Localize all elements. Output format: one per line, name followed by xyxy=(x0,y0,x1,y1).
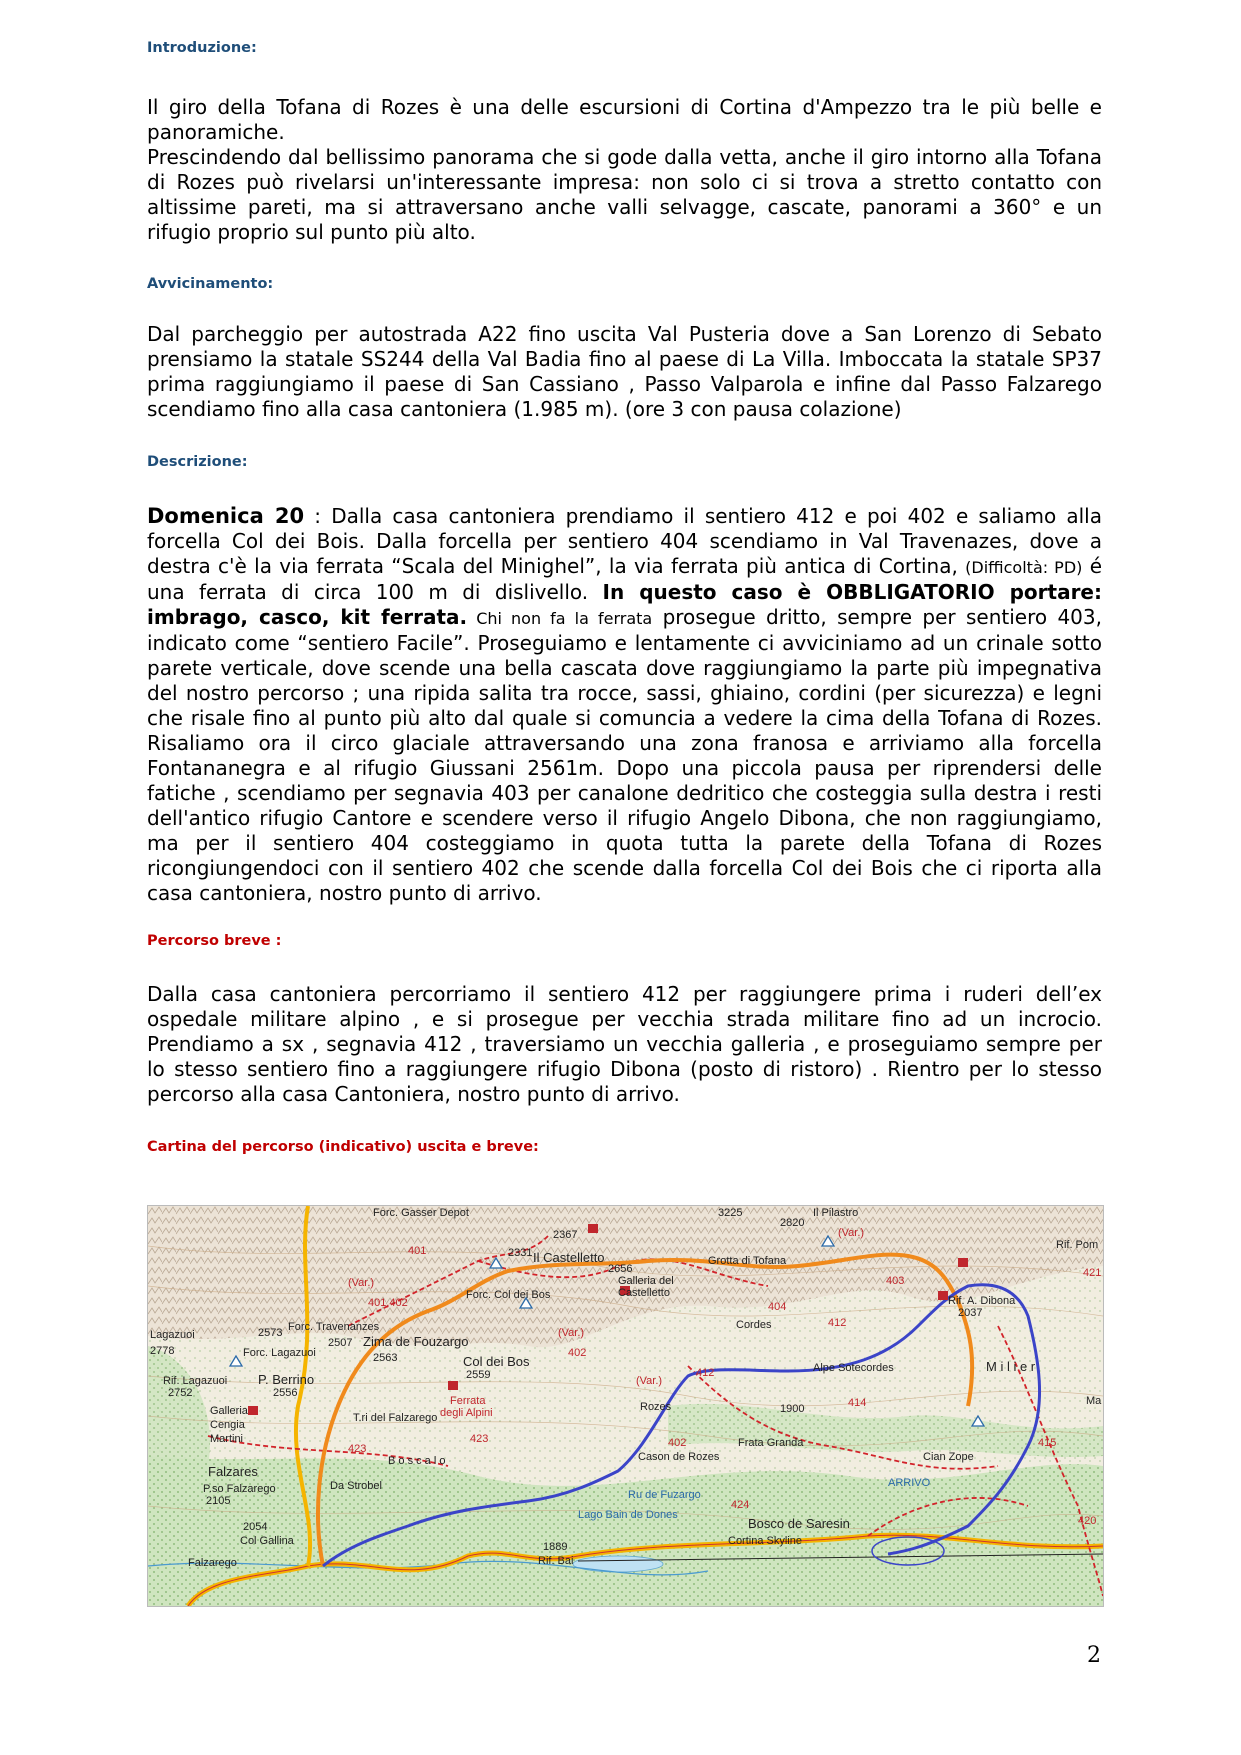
label-2507: 2507 xyxy=(328,1337,353,1349)
label-var-2: (Var.) xyxy=(348,1277,375,1289)
avvicinamento-text xyxy=(147,322,1102,422)
label-424: 424 xyxy=(731,1499,750,1511)
label-forc-lagazuoi: Forc. Lagazuoi xyxy=(243,1347,316,1359)
label-2563: 2563 xyxy=(373,1352,398,1364)
descrizione-part-4: prosegue dritto, sempre per sentiero 403, indicato come “sentiero Facile”. Proseguiamo e lentamente ci avviciniamo ad un crinale sotto parete verticale, dove scende una bella cascata dove raggiungiamo la parte più impegnativa del nostro percorso ; una ripida salita tra rocce, sassi, ghiaino, cordini (per sicurezza) e legni che risale fino al punto più alto dal quale si comuncia a vedere la cima della Tofana di Rozes. Risaliamo ora il circo glaciale attraversando una zona franosa e arriviamo alla forcella Fontananegra e al rifugio Giussani 2561m. Dopo una piccola pausa per riprendersi delle fatiche , scendiamo per segnavia 403 per canalone dedritico che costeggia sulla destra i resti dell'antico rifugio Cantore e scendere verso il rifugio Angelo Dibona, che non raggiungiamo, ma per il sentiero 404 costeggiamo in quota tutta la parete della Tofana di Rozes ricongiungendoci con il sentiero 402 che scende dalla forcella Col dei Bois che ci riporta alla casa cantoniera, nostro punto di arrivo. xyxy=(147,605,1102,905)
label-423-b: 423 xyxy=(470,1433,489,1445)
lake xyxy=(573,1556,663,1572)
descrizione-text xyxy=(147,504,1102,906)
label-arrivo: ARRIVO xyxy=(888,1477,931,1489)
label-castelletto-2: Castelletto xyxy=(618,1287,670,1299)
label-2656: 2656 xyxy=(608,1263,633,1275)
route-map-svg xyxy=(148,1206,1103,1606)
label-3225: 3225 xyxy=(718,1207,743,1219)
route-map xyxy=(147,1205,1104,1607)
label-tri-falzarego: T.ri del Falzarego xyxy=(353,1412,438,1424)
label-2054: 2054 xyxy=(243,1521,268,1533)
label-rif-dibona: Rif. A. Dibona xyxy=(948,1295,1016,1307)
label-miliere: M i l i e r xyxy=(986,1359,1036,1374)
page-number: 2 xyxy=(1087,1643,1101,1668)
label-grotta: Grotta di Tofana xyxy=(708,1255,787,1267)
label-404: 404 xyxy=(768,1301,787,1313)
heading-avvicinamento: Avvicinamento: xyxy=(147,276,274,292)
label-boscalo: B o s c a l o xyxy=(388,1455,446,1467)
label-falzares: Falzares xyxy=(208,1464,258,1479)
label-martini: Martini xyxy=(210,1433,244,1445)
label-2820: 2820 xyxy=(780,1217,805,1229)
label-col-bos: Col dei Bos xyxy=(463,1354,530,1369)
descrizione-part-2: é una ferrata di circa 100 m di dislivello. xyxy=(147,554,1102,604)
label-1900: 1900 xyxy=(780,1403,805,1415)
label-da-strobel: Da Strobel xyxy=(330,1480,382,1492)
percorso-breve-paragraph: Dalla casa cantoniera percorriamo il sentiero 412 per raggiungere prima i ruderi dell’ex ospedale militare alpino , e si prosegue per vecchia strada militare fino ad un incrocio. Prendiamo a sx , segnavia 412 , traversiamo un vecchia galleria , e proseguiamo sempre per lo stesso sentiero fino a raggiungere rifugio Dibona (posto di ristoro) . Rientro per lo stesso percorso alla casa Cantoniera, nostro punto di arrivo. xyxy=(147,982,1102,1106)
label-cordes: Cordes xyxy=(736,1319,772,1331)
descrizione-part-3: Chi non fa la ferrata xyxy=(467,609,653,628)
label-degli-alpini: degli Alpini xyxy=(440,1407,493,1419)
label-galleria: Galleria xyxy=(210,1405,248,1417)
label-cian-zope: Cian Zope xyxy=(923,1451,974,1463)
label-ferrata: Ferrata xyxy=(450,1395,486,1407)
label-bosco-saresin: Bosco de Saresin xyxy=(748,1516,850,1531)
label-2367: 2367 xyxy=(553,1229,578,1241)
label-1889: 1889 xyxy=(543,1541,568,1553)
label-2556: 2556 xyxy=(273,1387,298,1399)
heading-cartina: Cartina del percorso (indicativo) uscita e breve: xyxy=(147,1139,539,1155)
label-2778: 2778 xyxy=(150,1345,175,1357)
label-forc-col-bos: Forc. Col dei Bos xyxy=(466,1289,551,1301)
label-zima: Zima de Fouzargo xyxy=(363,1334,469,1349)
label-berrino: P. Berrino xyxy=(258,1372,315,1387)
label-rozes: Rozes xyxy=(640,1401,672,1413)
label-castelletto: Il Castelletto xyxy=(533,1250,605,1265)
label-423-a: 423 xyxy=(348,1443,367,1455)
label-2105: 2105 xyxy=(206,1495,231,1507)
label-rif-bai: Rif. Bai xyxy=(538,1555,574,1567)
label-402-a: 402 xyxy=(568,1347,587,1359)
percorso-breve-text xyxy=(147,982,1102,1107)
introduzione-paragraph-1: Il giro della Tofana di Rozes è una delle escursioni di Cortina d'Ampezzo tra le più belle e panoramiche. xyxy=(147,95,1102,144)
label-lagazuoi: Lagazuoi xyxy=(150,1329,195,1341)
label-lago: Lago Bain de Dones xyxy=(578,1509,678,1521)
descrizione-part-1: : Dalla casa cantoniera prendiamo il sentiero 412 e poi 402 e saliamo alla forcella Col dei Bois. Dalla forcella per sentiero 404 scendiamo in Val Travenazes, dove a destra c'è la via ferrata “Scala del Minighel”, la via ferrata più antica di Cortina, xyxy=(147,504,1102,578)
introduzione-text xyxy=(147,95,1102,245)
avvicinamento-paragraph: Dal parcheggio per autostrada A22 fino uscita Val Pusteria dove a San Lorenzo di Sebato prensiamo la statale SS244 della Val Badia fino al paese di La Villa. Imboccata la statale SP37 prima raggiungiamo il paese di San Cassiano , Passo Valparola e infine dal Passo Falzarego scendiamo fino alla casa cantoniera (1.985 m). (ore 3 con pausa colazione) xyxy=(147,322,1102,421)
label-forc-travenanzes: Forc. Travenanzes xyxy=(288,1321,380,1333)
label-401: 401 xyxy=(408,1245,427,1257)
label-frata-granda: Frata Granda xyxy=(738,1437,804,1449)
heading-percorso-breve: Percorso breve : xyxy=(147,933,282,949)
label-falzarego: Falzarego xyxy=(188,1557,237,1569)
label-401-402: 401,402 xyxy=(368,1297,408,1309)
heading-introduzione: Introduzione: xyxy=(147,40,257,56)
label-cason-rozes: Cason de Rozes xyxy=(638,1451,720,1463)
label-2752: 2752 xyxy=(168,1387,193,1399)
label-cengia: Cengia xyxy=(210,1419,245,1431)
label-col-gallina: Col Gallina xyxy=(240,1535,294,1547)
label-421: 421 xyxy=(1083,1267,1102,1279)
introduzione-paragraph-2: Prescindendo dal bellissimo panorama che si gode dalla vetta, anche il giro intorno alla Tofana di Rozes può rivelarsi un'interessante impresa: non solo ci si trova a stretto contatto con altissime pareti, ma si attraversano anche valli selvagge, cascate, panorami a 360° e un rifugio proprio sul punto più alto. xyxy=(147,145,1102,244)
label-2331: 2331 xyxy=(508,1247,533,1259)
label-2559: 2559 xyxy=(466,1369,491,1381)
label-galleria-del: Galleria del xyxy=(618,1275,674,1287)
label-rif-lagazuoi: Rif. Lagazuoi xyxy=(163,1375,228,1387)
difficolta-note: (Difficoltà: PD) xyxy=(965,558,1083,577)
heading-descrizione: Descrizione: xyxy=(147,454,248,470)
label-cortina-skyline: Cortina Skyline xyxy=(728,1535,802,1547)
label-403: 403 xyxy=(886,1275,905,1287)
label-ru-fuzargo: Ru de Fuzargo xyxy=(628,1489,701,1501)
label-415: 415 xyxy=(1038,1437,1057,1449)
label-412-b: 412 xyxy=(696,1367,715,1379)
label-var-1: (Var.) xyxy=(838,1227,865,1239)
obbligatorio-note: In questo caso è OBBLIGATORIO portare: imbrago, casco, kit ferrata. xyxy=(147,580,1102,629)
label-var-3: (Var.) xyxy=(558,1327,585,1339)
label-forc-gasser: Forc. Gasser Depot xyxy=(373,1207,469,1219)
label-pilastro: Il Pilastro xyxy=(813,1207,859,1219)
label-2037: 2037 xyxy=(958,1307,983,1319)
label-412-a: 412 xyxy=(828,1317,847,1329)
day-label: Domenica 20 xyxy=(147,504,305,528)
label-402-b: 402 xyxy=(668,1437,687,1449)
label-414: 414 xyxy=(848,1397,867,1409)
label-alpe-sotecordes: Alpe Sotecordes xyxy=(813,1362,894,1374)
label-420: 420 xyxy=(1078,1515,1097,1527)
label-ma: Ma xyxy=(1086,1395,1102,1407)
descrizione-paragraph xyxy=(147,504,1102,906)
label-rif-pom: Rif. Pom xyxy=(1056,1239,1099,1251)
label-pso-falzarego: P.so Falzarego xyxy=(203,1483,276,1495)
label-var-4: (Var.) xyxy=(636,1375,663,1387)
label-2573: 2573 xyxy=(258,1327,283,1339)
